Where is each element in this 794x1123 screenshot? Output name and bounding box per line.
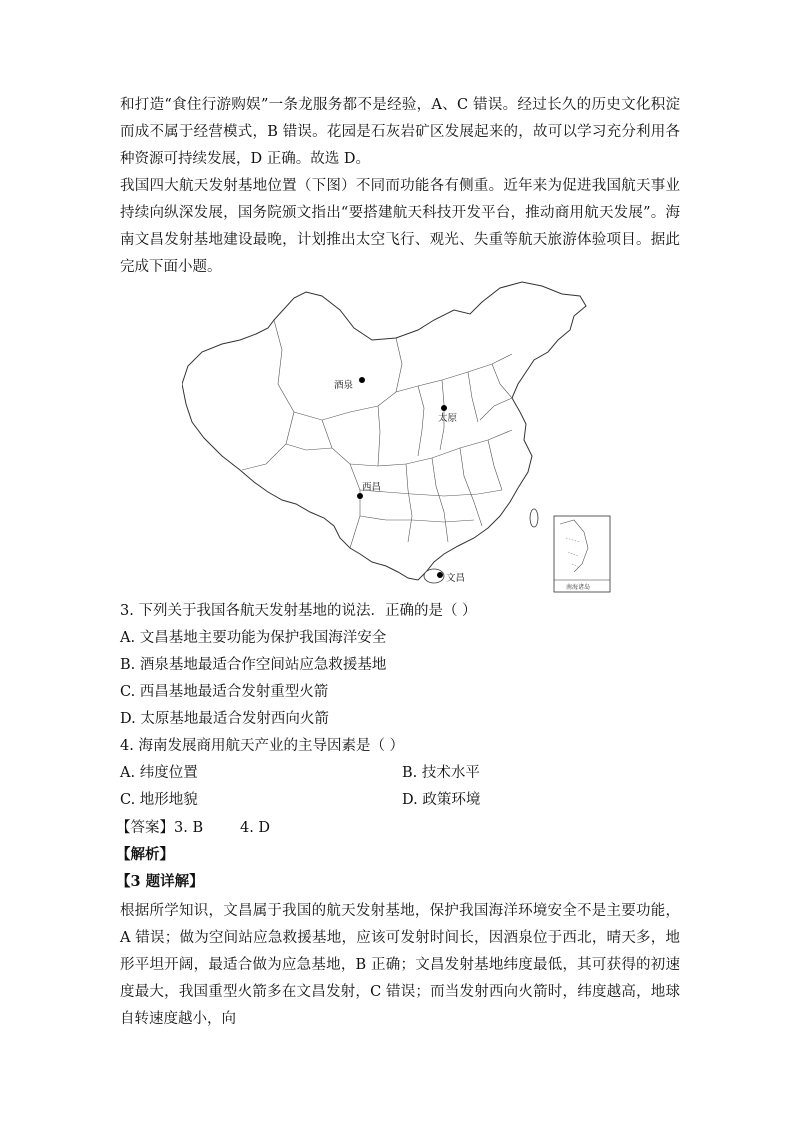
analysis-heading: 【解析】 <box>116 846 174 863</box>
q3-stem: 3. 下列关于我国各航天发射基地的说法．正确的是（ ） <box>120 603 477 619</box>
xichang-marker <box>357 493 363 499</box>
china-outline <box>182 282 586 580</box>
intro-paragraph: 和打造“食住行游购娱”一条龙服务都不是经验，A、C 错误。经过长久的历史文化积淀而成不属于经营模式，B 错误。花园是石灰岩矿区发展起来的，故可以学习充分利用各种资源可持续发展，D 正确。故选 D。 <box>120 97 680 167</box>
q4-option-a: A. 纬度位置 <box>120 765 198 781</box>
q3-detail-text: 根据所学知识，文昌属于我国的航天发射基地，保护我国海洋环境安全不是主要功能，A 错误；做为空间站应急救援基地，应该可发射时间长，因酒泉位于西北，晴天多，地形平坦开阔，最适合做为应急基地，B 正确；文昌发射基地纬度最低，其可获得的初速度最大，我国重型火箭多在文昌发射，C 错误；而当发射西向火箭时，纬度越高，地球自转速度越小，向 <box>120 903 680 1027</box>
jiuquan-marker <box>359 377 365 383</box>
q4-option-b: B. 技术水平 <box>402 765 480 781</box>
south-china-sea-inset <box>554 516 610 592</box>
q3-option-d: D. 太原基地最适合发射西向火箭 <box>120 711 329 727</box>
taiyuan-marker <box>441 405 447 411</box>
q3-detail-heading: 【3 题详解】 <box>116 873 204 890</box>
taiwan-island <box>530 509 538 527</box>
wenchang-marker <box>437 572 443 578</box>
wenchang-label: 文昌 <box>446 573 466 584</box>
jiuquan-label: 酒泉 <box>334 380 354 391</box>
china-map-svg <box>182 280 612 596</box>
china-map-figure <box>182 280 612 596</box>
xichang-label: 西昌 <box>362 482 382 493</box>
q4-stem: 4. 海南发展商用航天产业的主导因素是（ ） <box>120 738 405 754</box>
answer-line: 【答案】3. B 4. D <box>116 820 271 836</box>
taiyuan-label: 太原 <box>438 413 458 424</box>
q3-option-a: A. 文昌基地主要功能为保护我国海洋安全 <box>120 630 387 646</box>
q4-option-c: C. 地形地貌 <box>120 792 198 808</box>
context-paragraph: 我国四大航天发射基地位置（下图）不同而功能各有侧重。近年来为促进我国航天事业持续向纵深发展，国务院颁文指出“要搭建航天科技开发平台，推动商用航天发展”。海南文昌发射基地建设最晚，计划推出太空飞行、观光、失重等航天旅游体验项目。据此完成下面小题。 <box>120 178 680 275</box>
q3-option-c: C. 西昌基地最适合发射重型火箭 <box>120 684 329 700</box>
q3-option-b: B. 酒泉基地最适合作空间站应急救援基地 <box>120 657 387 673</box>
q4-option-d: D. 政策环境 <box>402 792 481 808</box>
inset-label: 南海诸岛 <box>566 584 591 591</box>
